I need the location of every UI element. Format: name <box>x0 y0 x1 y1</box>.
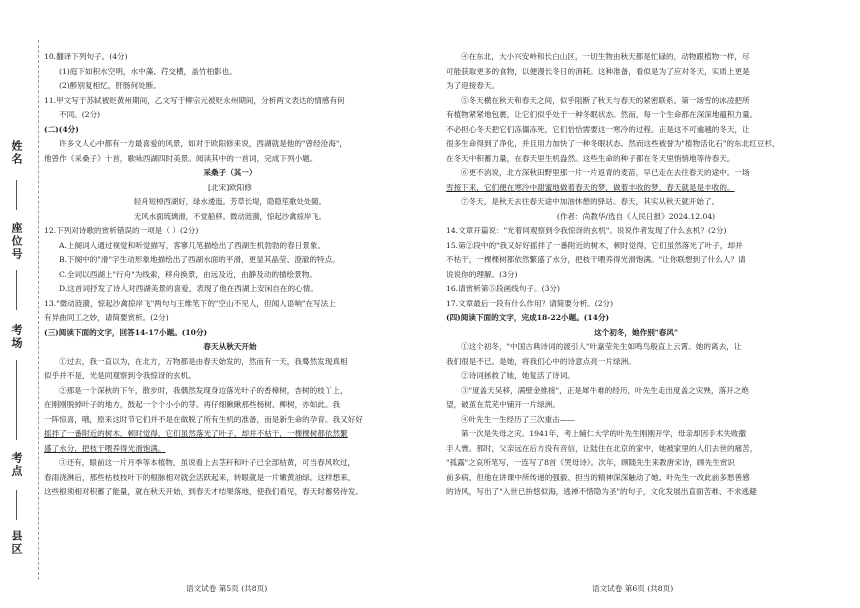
text-line: 望，破茧在荒芜中铺开一片绿洲。 <box>446 400 560 409</box>
text-line: 他曾作《采桑子》十首，歌咏西湖四时美景。阅读其中的一首词，完成下列小题。 <box>44 153 318 163</box>
right-page-column <box>446 50 826 500</box>
text-line: 13."微动涟漪，惊起沙禽掠岸飞"两句与王维笔下的"空山不见人，但闻人语响"在写法上 <box>44 298 336 308</box>
exam-site-label: 考点 <box>10 452 23 478</box>
text-line: 轻舟短棹西湖好，绿水逶迤。芳草长堤，隐隐笙歌处处随。 <box>133 197 327 206</box>
district-label: 县区 <box>10 530 23 556</box>
text-line: 春天从秋天开始 <box>203 342 257 351</box>
text-line: ③还有，眼前这一片月季等本植物，虽说看上去茎秆和叶子已全部枯黄，可当春风吹过， <box>59 458 356 467</box>
text-line: 的诗风，写出了"入世已拚悠似海，逃禅不惜隐为圣"的句子，文化发展出直面苦难、不求逃避 <box>446 487 757 496</box>
text-line: ①过去，我一直以为，在北方，万物都是由春天始发的，然而有一天，我蓦然发现真相 <box>59 356 348 366</box>
name-label: 姓名 <box>10 140 23 166</box>
text-line: 在刚刚脱掉叶子的地方，鼓起一个个小小的芽。再仔细瞅瞅那些杨树、柳树，亦如此。我 <box>44 400 341 409</box>
text-line: 在冬天中积蓄力量，在春天里生机盎然。这些生命的种子都在冬天里悄悄地等待春天。 <box>446 153 735 163</box>
text-line: D.这首词抒发了诗人对西湖美景的喜爱，表现了他在西湖上安闲自在的心情。 <box>59 284 318 293</box>
text-line: 有植物紧紧地包裹，让它们似乎处于一种冬眠状态。然而，每一个生命都在深深地蕴积力量。 <box>446 110 758 119</box>
text-line: 我们很是不已。是她，将我们心中的诗意点亮一片绿洲。 <box>446 356 636 366</box>
text-line: 不必担心冬天把它们冻僵冻死，它们恰恰需要这一寒冷的过程。正是这不可逾越的冬天，让 <box>446 124 750 134</box>
left-page-column <box>44 50 416 500</box>
text-line: 这些根须相对积蓄了能量，就在秋天开始，到春天才结果落地，使我们看见，春天时蓄势待发。 <box>44 487 363 496</box>
text-line: 不枯干，一棵棵树都依然繁盛了水分，把枝干喂养得光滑饱满。"让你联想到了什么人？请 <box>446 255 746 264</box>
text-line: 很多生命得到了净化，并且用力加快了一种冬眠状态。然而这些被誉为"植物活化石"的东北红豆杉， <box>446 139 780 148</box>
text-line: 盛了水分，把枝干喂养得光滑饱满。 <box>44 443 166 453</box>
text-line: 不同。(2分) <box>59 110 101 119</box>
text-line: (四)阅读下面的文字，完成18-22小题。(14分) <box>446 313 610 322</box>
text-line: (二)(4分) <box>44 124 79 134</box>
text-line: "孤露"之哀所笔写，一连写了8首《哭母诗》。次年，顾随先生来教唐宋诗，顾先生赏识 <box>446 458 735 467</box>
text-line: 16.请赏析第⑤段画线句子。(3分) <box>446 284 560 293</box>
binding-margin <box>0 0 42 608</box>
text-line: 摇拌了一番附近的树木，顿时觉得，它们虽然落光了叶子，却并不枯干，一棵棵树都依然繁 <box>44 429 348 438</box>
text-line: 许多文人心中都有一方最喜爱的风景，如对于欧阳修来说，西湖就是他的"曾经沧海"， <box>59 139 347 148</box>
text-line: 为了迎接春天。 <box>446 81 500 90</box>
left-page-footer: 语文试卷 第5页 (共8页) <box>186 584 268 593</box>
text-line: 10.翻译下列句子。(4分) <box>44 52 128 61</box>
text-line: 无风水面琉璃滑，不觉船移。微动涟漪，惊起沙禽掠岸飞。 <box>133 211 327 221</box>
text-line: ⑦冬天，是秋天去往春天途中加油休憩的驿站。春天，其实从秋天就开始了。 <box>461 197 720 206</box>
text-line: 手人寰。那时，父亲远在后方没有音信，让陆住在北京的家中，她被家里的人们去世的痛苦， <box>446 443 758 453</box>
text-line: ④在东北，大小兴安岭和长白山区，一切生物由秋天都是忙碌的，动物跟植物一样，尽 <box>461 52 750 61</box>
text-line: ①这个初冬，"中国古典诗词的渡引人"叶嘉莹先生如鸣鸟般直上云霄。她的离去，让 <box>461 342 742 351</box>
text-line: 15.第②段中的"我又好好摇拌了一番附近的树木，顿时觉得，它们虽然落光了叶子，却并 <box>446 240 743 250</box>
text-line: 春雨浇淋后，那些枯枝枝叶下的根脉相对就会活跃起来，转眼就是一片嫩黄油绿。这样想来， <box>44 472 356 482</box>
seat-blank-line <box>16 270 17 310</box>
exam-room-blank-line <box>16 360 17 440</box>
text-line: ③"度盖天吴移，满壁金推接"，正是犀牛难的经历，叶先生走出度盖之灾殃，落开之绝 <box>461 385 749 395</box>
text-line: 14.文章开篇说："光着同观察到令我惊讶的玄机"。说说作者发现了什么玄机？(2分) <box>446 226 727 235</box>
text-line: (2)醉别复相忆，肝肠何处断。 <box>59 81 161 90</box>
text-line: 第一次是失母之灾。1941年，考上辅仁大学的叶先生刚刚开学，母亲却因手术失败撒 <box>461 429 747 438</box>
seat-number-label: 座位号 <box>10 222 23 261</box>
text-line: B.下阕中的"滑"字生动形象地描绘出了西湖水面的平滑，更显其晶莹、澄澈的特点。 <box>59 255 340 264</box>
text-line: 前多病，但他在讲课中所传递的强毅、担当的精神深深触动了她。叶先生一改此前多愁善感 <box>446 472 750 482</box>
right-page-footer: 语文试卷 第6页 (共8页) <box>592 584 674 593</box>
text-line: 一阵惊喜，哦，原来这时节它们并不是在做脱了所有生机的准备，而是新生命的孕育。我又好好 <box>44 414 363 424</box>
text-line: 12.下列对诗歌的赏析错误的一项是（ ）(2分) <box>44 226 199 235</box>
text-line: ⑥更不消说，北方深秋田野里那一片一片返青的麦苗，早已走在去往春天的途中。一场 <box>461 168 750 177</box>
text-line: (1)庭下如积水空明，水中藻、荇交横，盖竹柏影也。 <box>59 66 237 76</box>
text-line: 采桑子（其一） <box>203 168 257 177</box>
text-line: ⑤冬天横在秋天和春天之间，似乎阻断了秋天与春天的紧密联系。第一场雪的冰凌把所 <box>461 95 750 105</box>
binding-dashed-line <box>38 40 39 580</box>
text-line: 11.甲文写于苏轼被贬黄州期间，乙文写于柳宗元被贬永州期间，分析两文表达的情感有何 <box>44 95 345 105</box>
text-line: 似乎并不是，光是同观察到令我惊讶的玄机。 <box>44 371 196 380</box>
text-line: 17.文章最后一段有什么作用？请简要分析。(2分) <box>446 298 614 308</box>
exam-room-label: 考场 <box>10 324 23 350</box>
text-line: 这个初冬，她作别"春风" <box>594 327 678 337</box>
text-line: ④叶先生一生经历了三次重击—— <box>461 414 575 424</box>
text-line: 有异曲同工之妙，请简要赏析。(2分) <box>44 313 169 322</box>
text-line: ②诗词拯救了她，她复活了诗词。 <box>461 371 575 380</box>
text-line: ②那是一个深秋的下午，散步时，我偶然发现身边落光叶子的香樟树，杏树的枝丫上， <box>59 385 348 395</box>
text-line: A.上阕词人通过视觉和听觉描写，客寥几笔描绘出了西湖生机勃勃的春日景象。 <box>59 240 326 250</box>
text-line: C.全词以西湖上"行舟"为线索，移舟换景，由远及近，由静及动的描绘景物。 <box>59 269 317 279</box>
exam-site-blank-line <box>16 490 17 520</box>
text-line: [北宋]欧阳修 <box>208 182 252 192</box>
text-line: 说说你的理解。(3分) <box>446 269 518 279</box>
text-line: 雪接下来，它们便在寒冷中甜蜜地做着春天的梦，做着丰收的梦，春天就是是丰收的。 <box>446 182 735 192</box>
text-line: (三)阅读下面的文字，回答14-17小题。(10分) <box>44 327 208 337</box>
text-line: (作者：尚教华/选自《人民日报》2024.12.04) <box>556 211 716 221</box>
text-line: 可能获取更多的食物，以便漫长冬日的消耗。这种准备，看似是为了应对冬天，实质上更是 <box>446 66 750 76</box>
name-blank-line <box>16 180 17 210</box>
